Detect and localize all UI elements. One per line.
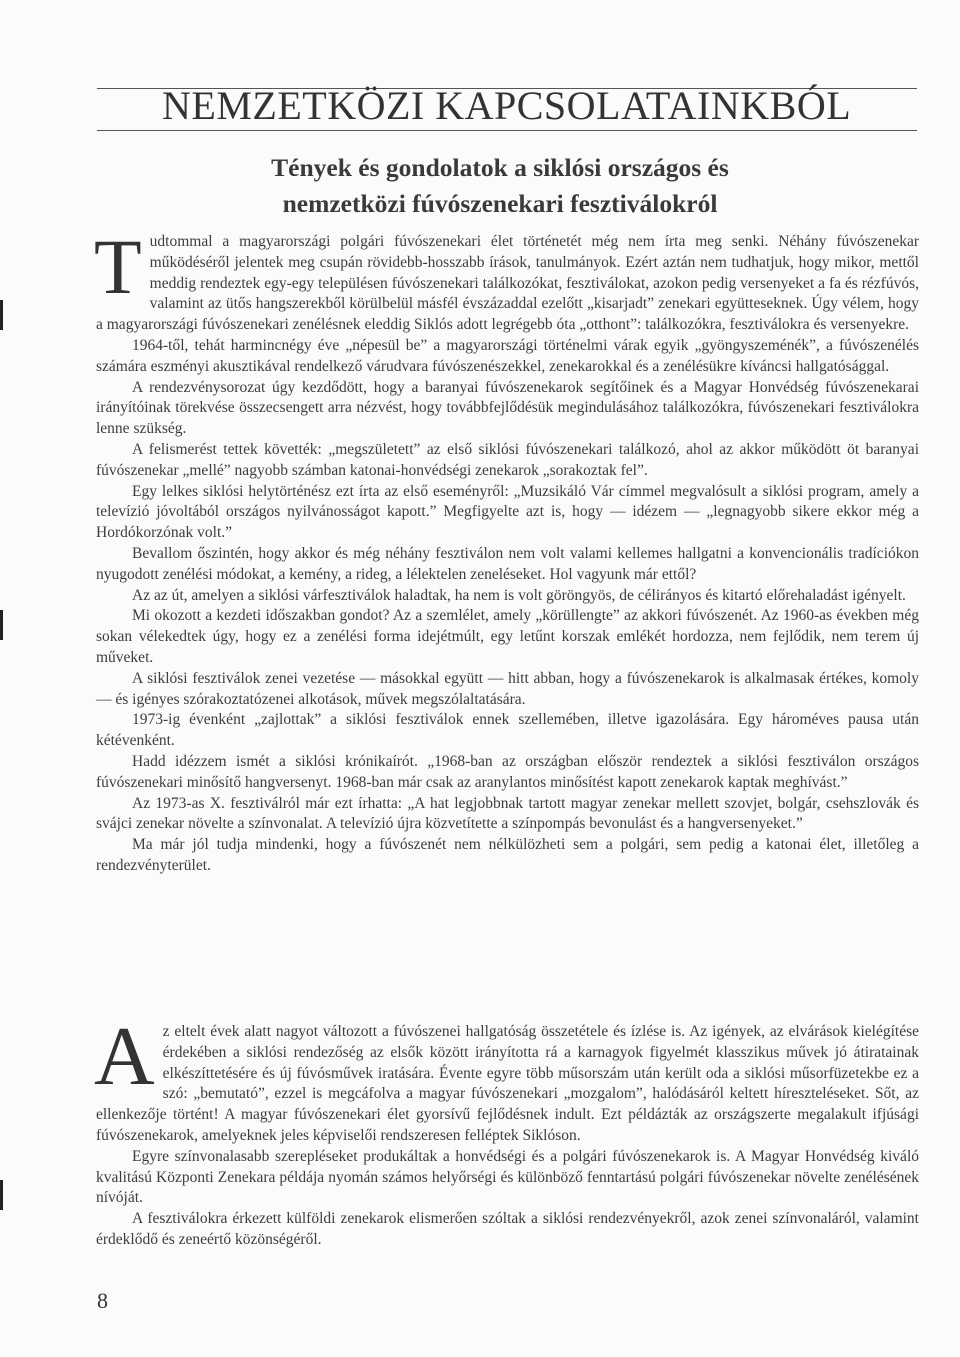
scan-edge-mark-1 (0, 300, 3, 330)
article-section-1 (94, 223, 919, 877)
paragraph-szinvonalasabb: Egyre színvonalasabb szerepléseket produkáltak a honvédségi és a polgári fúvószenekarok is. A Magyar Honvédség kiváló kvalitású Központi Zenekara példája nyomán számos helyőrségi és különböző fenntartású polgári fúvószenekar növelte zenélésének nívóját. (96, 1147, 919, 1207)
paragraph-mi-okozott: Mi okozott a kezdeti időszakban gondot? Az a szemlélet, amely „körüllengte” az akkori fúvószenét. Az 1960-as években még sokan vélekedtek úgy, hogy ez a zenélési forma idejétmúlt, egy letűnt korszak emlékét hordozza, nem fejlődik, nem terem új műveket. (96, 607, 919, 666)
section-header-title: NEMZETKÖZI KAPCSOLATAINKBÓL (162, 83, 852, 128)
section-2-lead-text: z eltelt évek alatt nagyot változott a fúvószenei hallgatóság összetétele és ízlése is. Az igények, az elvárások kielégítése érdekében a siklósi rendezőség az elsők között irányította rá a karnagyok figyelmét klasszikus művek jó átiratainak elkészíttetésére és új fúvósművek iratására. Évente egyre több műsorszám után került oda a siklósi műsorfüzetekbe ez a szó: „bemutató”, ezzel is megcáfolva a magyar fúvószenekari „mozgalom”, halódásáról keltett híreszteléseket. Sőt, az ellenkezője történt! A magyar fúvószenekari élet gyorsívű fejlődésnek indult. Ezt példázták az országszerte megalakult ifjúsági fúvószenekarok, amelyeknek jeles képviselői rendszeresen felléptek Siklóson. (96, 1023, 919, 1144)
paragraph-1964: 1964-től, tehát harmincnégy éve „népesül be” a magyarországi történelmi várak egyik „gyöngyszeménék”, a fúvószenélés számára eszményi akusztikával rendelkező várudvara fúvószenészekkel, zenekarokkal és a zenélésükre kíváncsi hallgatósággal. (96, 336, 919, 375)
article-title (180, 150, 820, 222)
page-number: 8 (97, 1288, 108, 1313)
paragraph-helytortenesz: Egy lelkes siklósi helytörténész ezt írta az első eseményről: „Muzsikáló Vár címmel megvalósult a siklósi program, amely a televízió jóvoltából országos nyilvánosságot kapott.” Megfigyelte azt is, hogy — idézem — „legnagyobb sikere ekkor még a Hordókorzónak volt.” (96, 482, 919, 542)
section-2-lead-paragraph (94, 1010, 919, 1147)
paragraph-bevallom: Bevallom őszintén, hogy akkor és még néhány fesztiválon nem volt valami kellemes hallgatni a konvencionális tradíciókon nyugodott zenélési módokat, a kemény, a rideg, a lélektelen zeneléseket. Hol vagyunk már ettől? (96, 544, 919, 583)
paragraph-felismeres: A felismerést tettek követték: „megszületett” az első siklósi fúvószenekari találkozó, ahol az akkor működött öt baranyai fúvószenekar „mellé” nagyobb számban katonai-honvédségi zenekarok „sorakoztak fel”. (96, 440, 919, 479)
article-title-line-1: Tények és gondolatok a siklósi országos és (271, 153, 729, 182)
drop-cap-t: T (94, 223, 142, 310)
paragraph-1973-as: Az 1973-as X. fesztiválról már ezt írhatta: „A hat legjobbnak tartott magyar zenekar mellett szovjet, bolgár, csehszlovák és svájci zenekar növelte a színvonalat. A televízió újra közvetítette a színpompás bevonulást és a hangversenyeket.” (96, 794, 919, 833)
header-bottom-rule (97, 130, 917, 131)
paragraph-zenei-vezetes: A siklósi fesztiválok zenei vezetése — másokkal együtt — hitt abban, hogy a fúvószenekarok is alkalmasak értékes, komoly — és igényes szórakoztatózenei alkotások, művek megszólaltatására. (96, 669, 919, 708)
paragraph-kronikairo: Hadd idézzem ismét a siklósi krónikaírót. „1968-ban az országban először rendeztek a siklósi fesztiválon országos fúvószenekari minősítő hangversenyt. 1968-ban már csak az aranylantos minősítést kapott zenekarok kaptak meghívást.” (96, 752, 919, 791)
drop-cap-a: A (94, 1010, 155, 1103)
scan-edge-mark-2 (0, 610, 3, 640)
paragraph-1973-ig: 1973-ig évenként „zajlottak” a siklósi fesztiválok ennek szellemében, illetve igazolására. Egy hároméves pausa után kétévenként. (96, 711, 919, 750)
paragraph-az-ut: Az az út, amelyen a siklósi várfesztiválok haladtak, ha nem is volt göröngyös, de célirányos és kitartó előrehaladást igényelt. (132, 586, 906, 604)
scan-edge-mark-3 (0, 1180, 3, 1210)
lead-paragraph (94, 223, 919, 336)
paragraph-kulfoldi-zenekarok: A fesztiválokra érkezett külföldi zenekarok elismerően szóltak a siklósi rendezvényekről, azok zenei színvonaláról, valamint érdeklődő és zeneértő közönségéről. (96, 1210, 919, 1248)
paragraph-ma-mar: Ma már jól tudja mindenki, hogy a fúvószenét nem nélkülözheti sem a polgári, sem pedig a katonai élet, illetőleg a rendezvényterület. (96, 836, 919, 874)
paragraph-rendezvenysorozat: A rendezvénysorozat úgy kezdődött, hogy a baranyai fúvószenekarok segítőinek és a Magyar Honvédség fúvószenekarai irányítóinak törekvése összecsengett arra nézvést, hogy továbbfejlődésük megindulásához találkozókra, fúvószenekari fesztiválokra lenne szükség. (96, 378, 919, 438)
article-title-line-2: nemzetközi fúvószenekari fesztiválokról (282, 189, 718, 218)
lead-paragraph-text: udtommal a magyarországi polgári fúvószenekari élet történetét még nem írta meg senki. Néhány fúvószenekar működéséről jelentek meg csupán rövidebb-hosszabb írások, tanulmányok. Ezért aztán nem tudhatjuk, hogy mikor, mettől meddig rendeztek egy-egy településen fúvószenekari találkozókat, fesztiválokat, azokon pedig versenyeket a fa és rézfúvós, valamint az ütős hangszerekből körülbelül másfél évszázaddal ezelőtt „kisarjadt” zenekari együtteseknek. Úgy vélem, hogy a magyarországi fúvószenekari zenélésnek eleddig Siklós adott legrégebb óta „otthont”: találkozókra, fesztiválokra és versenyekre. (96, 233, 919, 334)
article-section-2 (94, 1010, 919, 1251)
